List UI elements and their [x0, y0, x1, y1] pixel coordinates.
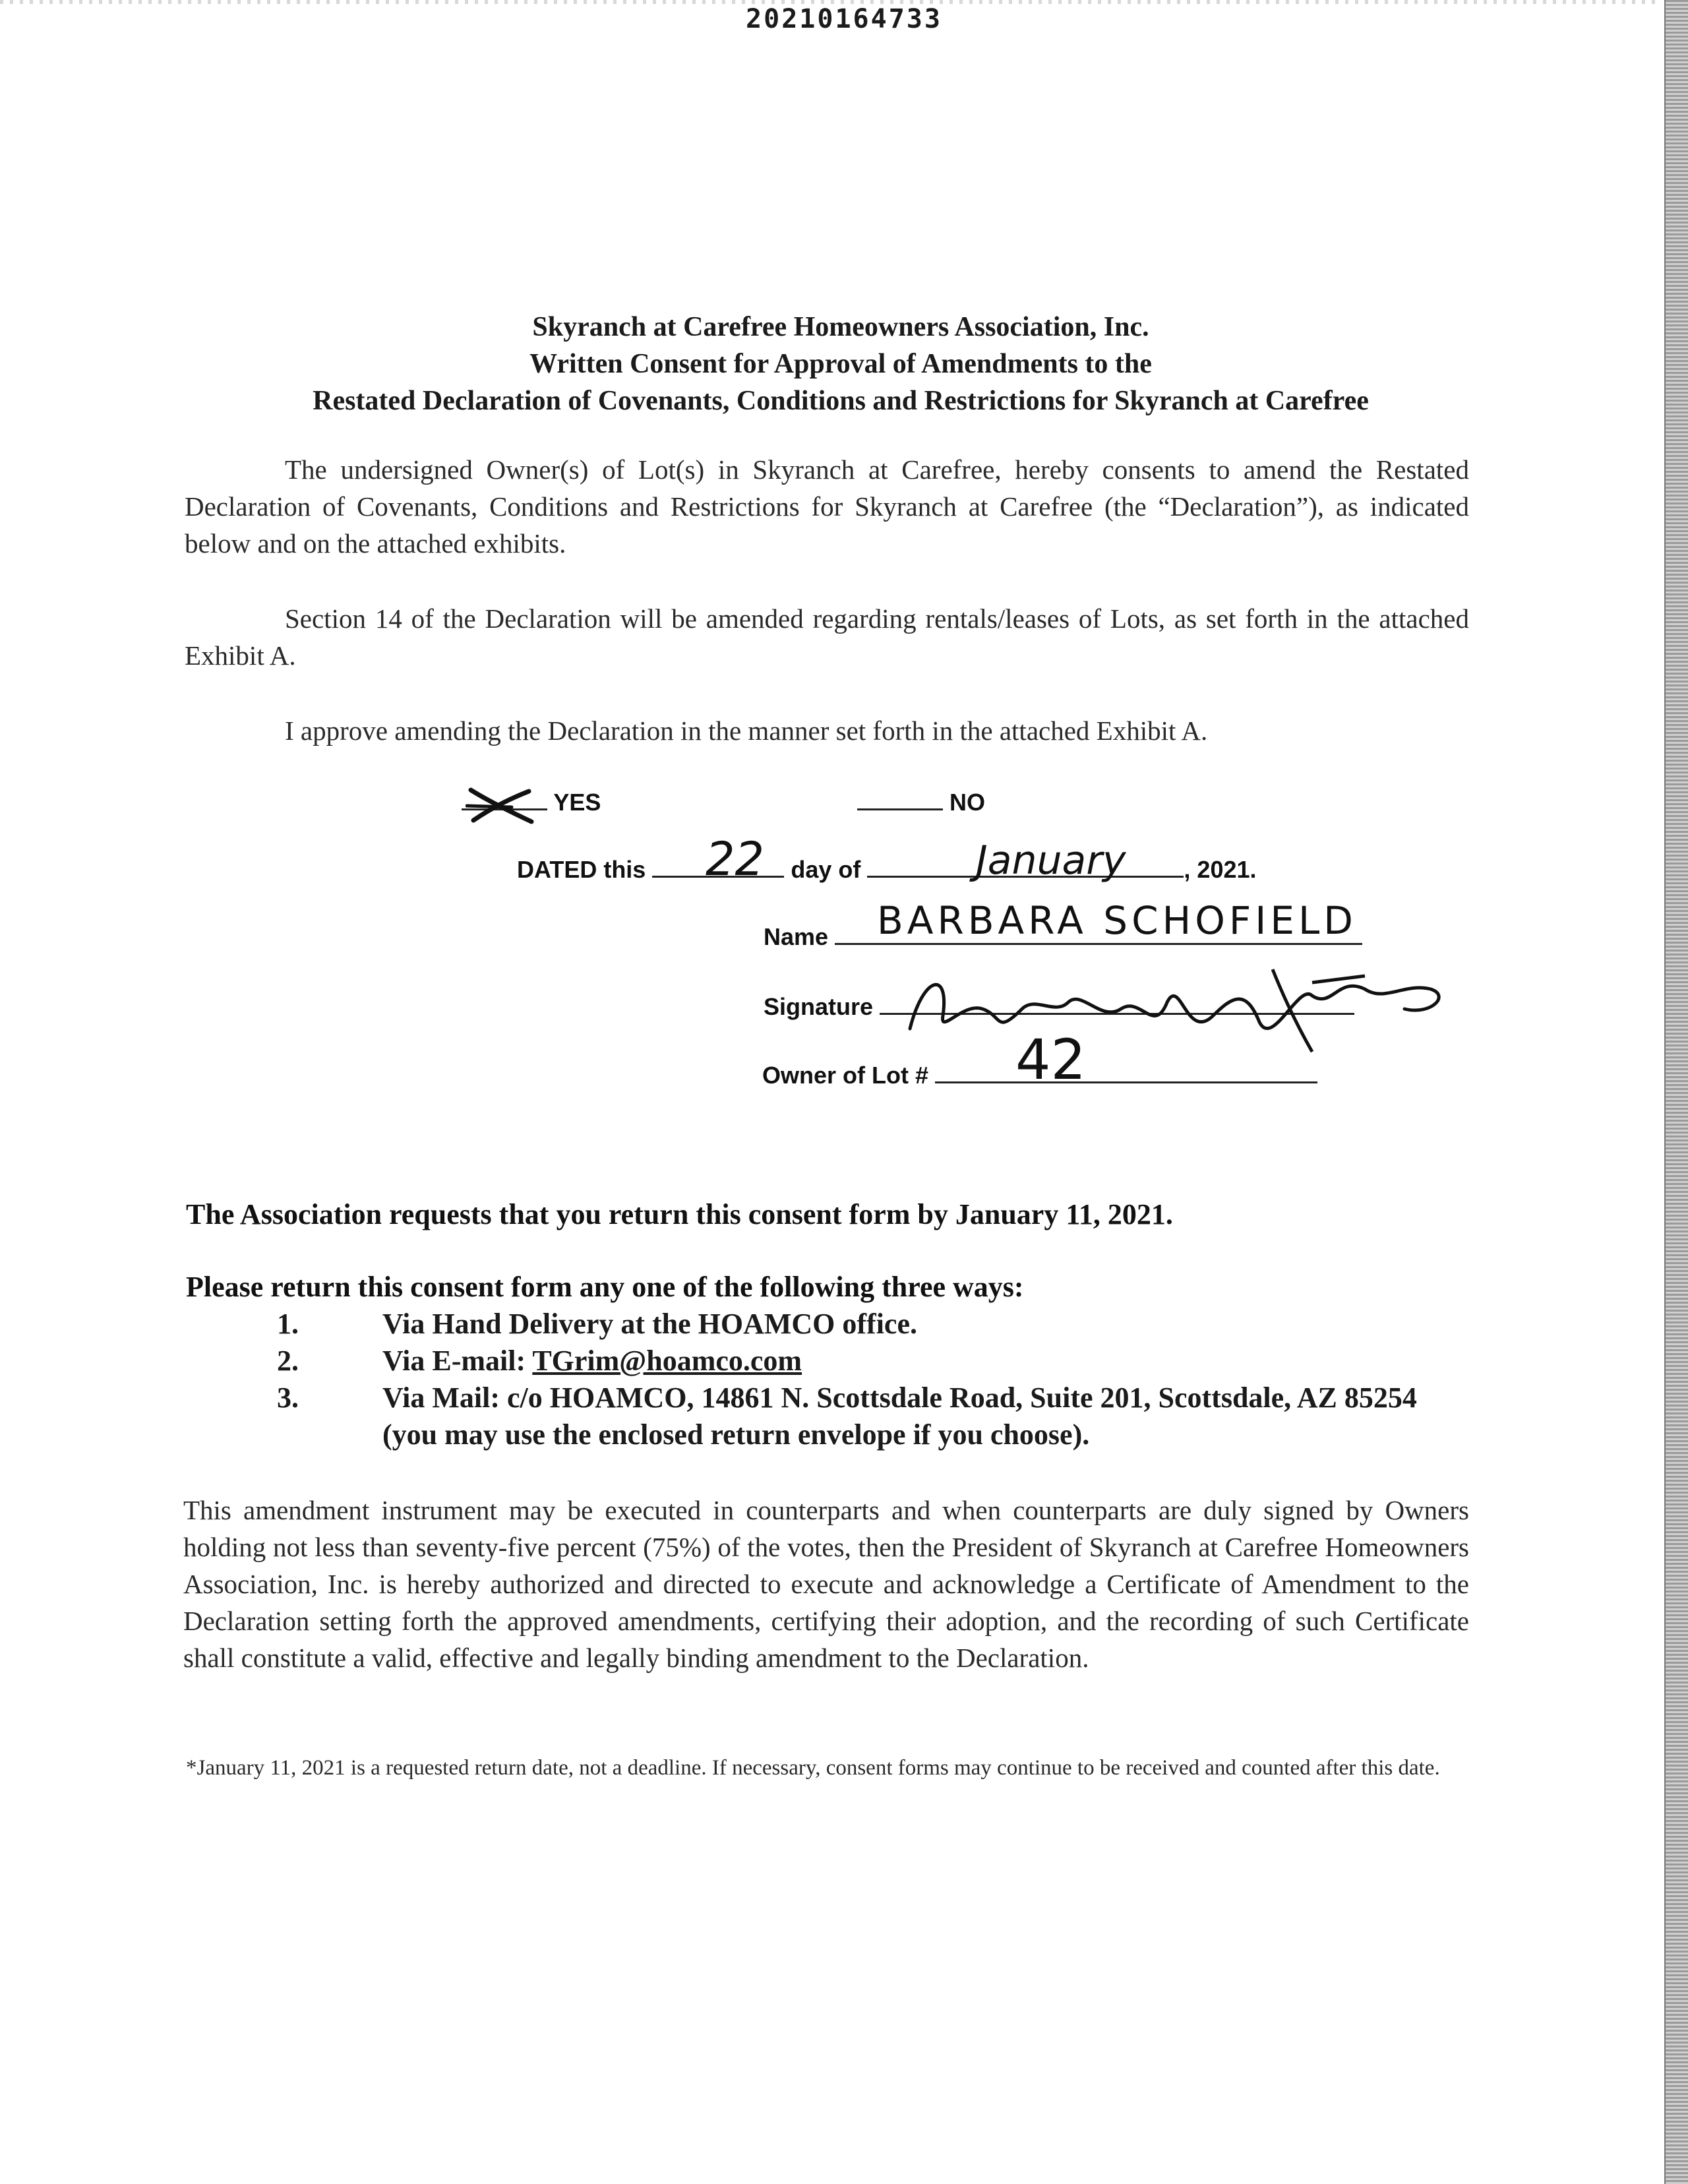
- counterparts-paragraph: This amendment instrument may be executed in counterparts and when counterparts are duly signed by Owners holding not less than seventy-five percent (75%) of the votes, then the President of Skyranch at Carefree Homeowners Association, Inc. is hereby authorized and directed to execute and acknowledge a Certificate of Amendment to the Declaration setting forth the approved amendments, certifying their adoption, and the recording of such Certificate shall constitute a valid, effective and legally binding amendment to the Declaration.: [183, 1495, 1469, 1673]
- title-line-2: Written Consent for Approval of Amendments to the: [529, 349, 1152, 379]
- list-number: 3.: [277, 1381, 299, 1414]
- day-of-label: day of: [791, 856, 861, 883]
- name-handwritten: BARBARA SCHOFIELD: [877, 898, 1357, 943]
- list-text: Via Hand Delivery at the HOAMCO office.: [382, 1308, 917, 1340]
- yes-checkmark-x: [466, 783, 538, 827]
- yes-label: YES: [553, 789, 601, 816]
- document-title: [99, 309, 1582, 419]
- email-link[interactable]: TGrim@hoamco.com: [532, 1345, 802, 1377]
- no-option[interactable]: [857, 789, 985, 816]
- owner-lot-label: Owner of Lot #: [762, 1062, 928, 1089]
- signature-scribble: [903, 963, 1457, 1055]
- no-label: NO: [950, 789, 986, 816]
- year-label: 2021: [1197, 856, 1250, 883]
- return-request: The Association requests that you return this consent form by January 11, 2021.: [186, 1198, 1173, 1230]
- lot-blank[interactable]: [935, 1081, 1317, 1083]
- return-methods-heading: Please return this consent form any one of the following three ways:: [186, 1271, 1024, 1303]
- name-label: Name: [764, 923, 829, 950]
- section-paragraph: Section 14 of the Declaration will be amended regarding rentals/leases of Lots, as set forth in the attached Exhibit A.: [185, 603, 1469, 671]
- dated-label: DATED this: [517, 856, 646, 883]
- footnote: *January 11, 2021 is a requested return date, not a deadline. If necessary, consent forms may continue to be received and counted after this date.: [186, 1756, 1440, 1780]
- day-handwritten: 22: [706, 832, 765, 886]
- intro-paragraph: The undersigned Owner(s) of Lot(s) in Skyranch at Carefree, hereby consents to amend the Restated Declaration of Covenants, Conditions and Restrictions for Skyranch at Carefree (the “Declaration”), as indicated below and on the attached exhibits.: [185, 454, 1469, 559]
- scan-page-edge: [1664, 0, 1688, 2184]
- year-suffix: .: [1250, 856, 1257, 883]
- name-blank[interactable]: [835, 943, 1362, 945]
- list-text: Via Mail: c/o HOAMCO, 14861 N. Scottsdale Road, Suite 201, Scottsdale, AZ 85254 (you may use the enclosed return envelope if you choose).: [382, 1381, 1417, 1451]
- title-line-1: Skyranch at Carefree Homeowners Association, Inc.: [532, 312, 1149, 342]
- approve-paragraph: I approve amending the Declaration in the manner set forth in the attached Exhibit A.: [285, 715, 1208, 746]
- dated-line: DATED this day of , 2021.: [517, 856, 1257, 883]
- lot-handwritten: 42: [1015, 1027, 1086, 1092]
- month-handwritten: January: [976, 837, 1126, 884]
- document-number: 20210164733: [746, 4, 942, 34]
- title-line-3: Restated Declaration of Covenants, Conditions and Restrictions for Skyranch at Carefree: [313, 386, 1369, 416]
- signature-label: Signature: [764, 993, 874, 1020]
- list-number: 2.: [277, 1345, 299, 1377]
- email-prefix: Via E-mail:: [382, 1345, 533, 1377]
- no-blank: [857, 808, 943, 810]
- list-number: 1.: [277, 1308, 299, 1340]
